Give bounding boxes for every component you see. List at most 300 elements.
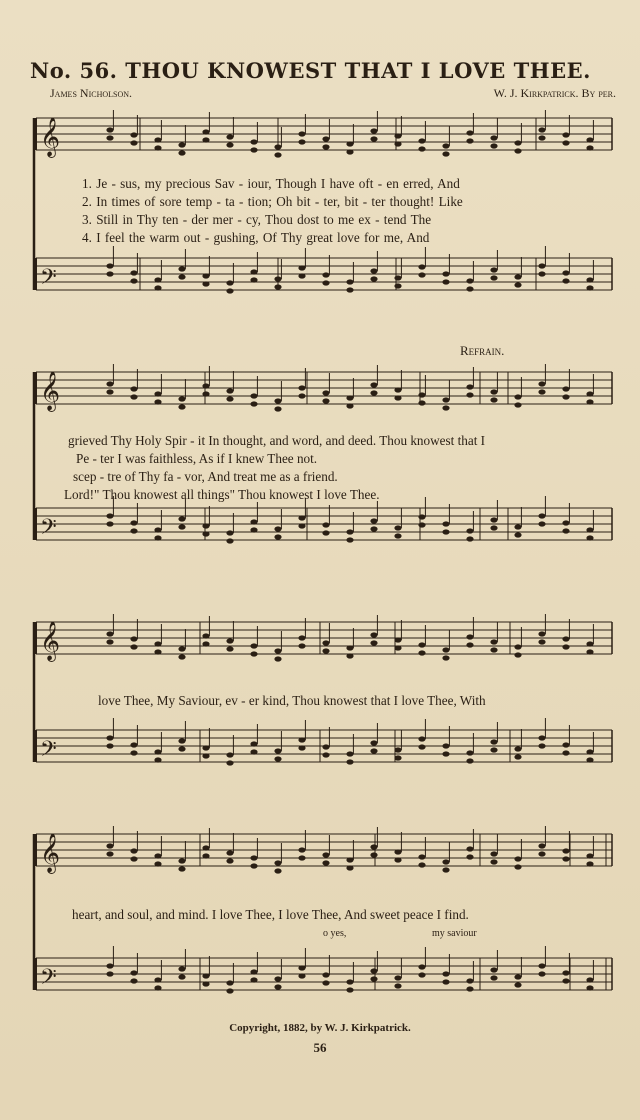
bass-notehead	[586, 527, 593, 532]
bass-notehead	[250, 969, 257, 974]
bass-notehead	[466, 286, 473, 291]
bass-clef-icon: 𝄢	[40, 265, 57, 295]
treble-notehead	[106, 851, 113, 856]
treble-notehead	[442, 859, 449, 864]
verse-2-line: 2. In times of sore temp - ta - tion; Oh bit - ter, bit - ter thought! Like	[82, 194, 463, 209]
refrain-label: Refrain.	[460, 343, 505, 358]
bass-notehead	[250, 741, 257, 746]
author-credit: James Nicholson.	[50, 86, 133, 100]
treble-notehead	[322, 860, 329, 865]
bass-notehead	[586, 985, 593, 990]
treble-notehead	[178, 654, 185, 659]
treble-notehead	[370, 136, 377, 141]
bass-notehead	[346, 287, 353, 292]
bass-notehead	[514, 974, 521, 979]
treble-notehead	[370, 632, 377, 637]
treble-notehead	[514, 644, 521, 649]
bass-notehead	[394, 983, 401, 988]
system2-lyric-1: grieved Thy Holy Spir - it In thought, and word, and deed. Thou knowest that I	[68, 433, 486, 448]
treble-notehead	[226, 134, 233, 139]
bass-notehead	[418, 964, 425, 969]
treble-notehead	[202, 391, 209, 396]
bass-notehead	[562, 750, 569, 755]
bass-notehead	[130, 528, 137, 533]
bass-notehead	[586, 749, 593, 754]
bass-notehead	[442, 271, 449, 276]
treble-notehead	[586, 853, 593, 858]
treble-notehead	[490, 397, 497, 402]
bass-notehead	[442, 279, 449, 284]
treble-notehead	[226, 396, 233, 401]
bass-clef-icon: 𝄢	[40, 737, 57, 767]
bass-notehead	[418, 744, 425, 749]
bass-notehead	[154, 985, 161, 990]
treble-notehead	[130, 848, 137, 853]
bass-notehead	[298, 745, 305, 750]
bass-notehead	[178, 274, 185, 279]
treble-notehead	[418, 854, 425, 859]
treble-notehead	[514, 402, 521, 407]
treble-notehead	[178, 142, 185, 147]
treble-notehead	[298, 847, 305, 852]
bass-notehead	[418, 972, 425, 977]
treble-notehead	[466, 854, 473, 859]
verse-4-line: 4. I feel the warm out - gushing, Of Thy great love for me, And	[82, 230, 430, 245]
treble-notehead	[130, 644, 137, 649]
treble-notehead	[442, 151, 449, 156]
treble-notehead	[346, 653, 353, 658]
bass-notehead	[322, 522, 329, 527]
bass-notehead	[130, 750, 137, 755]
treble-notehead	[154, 853, 161, 858]
treble-notehead	[562, 636, 569, 641]
bass-notehead	[466, 758, 473, 763]
bass-notehead	[202, 745, 209, 750]
bass-notehead	[202, 753, 209, 758]
bass-notehead	[106, 963, 113, 968]
bass-notehead	[394, 975, 401, 980]
system3-lyric: love Thee, My Saviour, ev - er kind, Thou knowest that I love Thee, With	[98, 693, 486, 708]
bass-notehead	[202, 523, 209, 528]
treble-notehead	[202, 641, 209, 646]
treble-notehead	[322, 648, 329, 653]
bass-notehead	[442, 521, 449, 526]
treble-notehead	[178, 404, 185, 409]
bass-notehead	[154, 977, 161, 982]
treble-notehead	[538, 639, 545, 644]
bass-notehead	[154, 527, 161, 532]
bass-notehead	[298, 965, 305, 970]
treble-notehead	[418, 146, 425, 151]
bass-notehead	[226, 538, 233, 543]
treble-notehead	[322, 640, 329, 645]
treble-notehead	[154, 649, 161, 654]
bass-notehead	[202, 981, 209, 986]
treble-notehead	[370, 128, 377, 133]
treble-notehead	[250, 401, 257, 406]
bass-notehead	[322, 980, 329, 985]
treble-notehead	[466, 634, 473, 639]
treble-notehead	[178, 396, 185, 401]
bass-notehead	[106, 513, 113, 518]
bass-notehead	[370, 268, 377, 273]
treble-notehead	[322, 852, 329, 857]
treble-notehead	[562, 132, 569, 137]
bass-notehead	[562, 970, 569, 975]
bass-notehead	[250, 277, 257, 282]
bass-notehead	[586, 757, 593, 762]
bass-notehead	[130, 970, 137, 975]
bass-notehead	[250, 269, 257, 274]
bass-notehead	[106, 271, 113, 276]
treble-notehead	[418, 400, 425, 405]
bass-notehead	[514, 746, 521, 751]
treble-notehead	[490, 389, 497, 394]
bass-notehead	[490, 517, 497, 522]
bass-notehead	[490, 267, 497, 272]
bass-notehead	[562, 978, 569, 983]
treble-notehead	[538, 851, 545, 856]
treble-notehead	[346, 395, 353, 400]
verse-1-line: 1. Je - sus, my precious Sav - iour, Though I have oft - en erred, And	[82, 176, 460, 191]
treble-notehead	[394, 387, 401, 392]
bass-notehead	[394, 275, 401, 280]
bass-notehead	[226, 530, 233, 535]
treble-notehead	[106, 127, 113, 132]
bass-notehead	[514, 282, 521, 287]
bass-notehead	[466, 528, 473, 533]
bass-clef-icon: 𝄢	[40, 515, 57, 545]
treble-notehead	[490, 647, 497, 652]
bass-notehead	[538, 263, 545, 268]
bass-notehead	[370, 518, 377, 523]
treble-notehead	[562, 394, 569, 399]
bass-notehead	[202, 531, 209, 536]
bass-notehead	[322, 752, 329, 757]
bass-notehead	[154, 285, 161, 290]
bass-notehead	[130, 520, 137, 525]
bass-notehead	[514, 524, 521, 529]
treble-notehead	[274, 144, 281, 149]
treble-notehead	[154, 399, 161, 404]
bass-notehead	[202, 973, 209, 978]
bass-notehead	[226, 980, 233, 985]
treble-notehead	[538, 631, 545, 636]
bass-notehead	[274, 976, 281, 981]
bass-notehead	[538, 521, 545, 526]
treble-notehead	[298, 643, 305, 648]
bass-notehead	[106, 743, 113, 748]
treble-notehead	[346, 141, 353, 146]
bass-notehead	[250, 527, 257, 532]
treble-notehead	[178, 646, 185, 651]
treble-notehead	[250, 651, 257, 656]
treble-notehead	[394, 395, 401, 400]
treble-notehead	[298, 855, 305, 860]
bass-notehead	[466, 986, 473, 991]
bass-notehead	[106, 521, 113, 526]
bass-notehead	[250, 977, 257, 982]
treble-notehead	[562, 848, 569, 853]
bass-notehead	[370, 740, 377, 745]
bass-notehead	[274, 984, 281, 989]
bass-notehead	[490, 967, 497, 972]
bass-notehead	[346, 979, 353, 984]
treble-notehead	[106, 631, 113, 636]
treble-notehead	[346, 403, 353, 408]
treble-notehead	[274, 868, 281, 873]
bass-notehead	[538, 271, 545, 276]
bass-notehead	[370, 526, 377, 531]
treble-notehead	[442, 143, 449, 148]
bass-notehead	[418, 514, 425, 519]
treble-notehead	[442, 405, 449, 410]
bass-notehead	[178, 516, 185, 521]
bass-notehead	[106, 735, 113, 740]
bass-notehead	[226, 752, 233, 757]
treble-notehead	[514, 140, 521, 145]
bass-notehead	[154, 749, 161, 754]
bass-notehead	[442, 979, 449, 984]
treble-notehead	[586, 145, 593, 150]
treble-notehead	[466, 384, 473, 389]
treble-notehead	[322, 144, 329, 149]
treble-notehead	[178, 150, 185, 155]
bass-notehead	[346, 279, 353, 284]
treble-notehead	[586, 649, 593, 654]
bass-notehead	[490, 975, 497, 980]
bass-notehead	[226, 760, 233, 765]
bass-notehead	[442, 743, 449, 748]
bass-notehead	[394, 747, 401, 752]
treble-notehead	[586, 641, 593, 646]
bass-notehead	[562, 742, 569, 747]
hymn-title: No. 56. THOU KNOWEST THAT I LOVE THEE.	[30, 58, 591, 83]
treble-notehead	[322, 390, 329, 395]
treble-notehead	[130, 386, 137, 391]
bass-notehead	[298, 973, 305, 978]
bass-notehead	[586, 277, 593, 282]
treble-notehead	[346, 645, 353, 650]
verse-3-line: 3. Still in Thy ten - der mer - cy, Thou dost to me ex - tend The	[82, 212, 432, 227]
bass-notehead	[586, 977, 593, 982]
treble-notehead	[514, 856, 521, 861]
treble-notehead	[298, 139, 305, 144]
treble-notehead	[490, 639, 497, 644]
bass-notehead	[538, 513, 545, 518]
bass-notehead	[274, 534, 281, 539]
treble-notehead	[586, 137, 593, 142]
treble-notehead	[514, 864, 521, 869]
treble-notehead	[274, 656, 281, 661]
bass-notehead	[538, 743, 545, 748]
bass-notehead	[538, 963, 545, 968]
treble-notehead	[298, 393, 305, 398]
treble-notehead	[130, 394, 137, 399]
treble-notehead	[418, 138, 425, 143]
bass-notehead	[154, 535, 161, 540]
treble-notehead	[418, 862, 425, 867]
bass-notehead	[346, 537, 353, 542]
bass-notehead	[250, 749, 257, 754]
treble-notehead	[538, 843, 545, 848]
treble-notehead	[418, 650, 425, 655]
bass-notehead	[178, 966, 185, 971]
treble-notehead	[562, 856, 569, 861]
bass-notehead	[586, 285, 593, 290]
treble-notehead	[130, 636, 137, 641]
bass-notehead	[130, 278, 137, 283]
treble-notehead	[490, 859, 497, 864]
bass-notehead	[106, 971, 113, 976]
bass-notehead	[250, 519, 257, 524]
treble-notehead	[226, 142, 233, 147]
treble-notehead	[514, 394, 521, 399]
bass-notehead	[394, 283, 401, 288]
treble-notehead	[106, 135, 113, 140]
treble-notehead	[370, 640, 377, 645]
treble-notehead	[226, 646, 233, 651]
bass-notehead	[178, 524, 185, 529]
treble-notehead	[346, 865, 353, 870]
bass-notehead	[418, 272, 425, 277]
bass-notehead	[562, 528, 569, 533]
bass-notehead	[298, 737, 305, 742]
treble-notehead	[226, 388, 233, 393]
bass-notehead	[202, 273, 209, 278]
treble-notehead	[154, 391, 161, 396]
treble-notehead	[274, 860, 281, 865]
system4-lyric: heart, and soul, and mind. I love Thee, I love Thee, And sweet peace I find.	[72, 907, 469, 922]
bass-notehead	[202, 281, 209, 286]
bass-notehead	[442, 971, 449, 976]
bass-notehead	[274, 526, 281, 531]
treble-notehead	[130, 132, 137, 137]
treble-notehead	[370, 382, 377, 387]
treble-notehead	[202, 853, 209, 858]
treble-notehead	[538, 127, 545, 132]
bass-notehead	[538, 735, 545, 740]
bass-notehead	[514, 532, 521, 537]
bass-notehead	[298, 265, 305, 270]
bass-notehead	[346, 751, 353, 756]
treble-notehead	[490, 135, 497, 140]
treble-notehead	[442, 655, 449, 660]
bass-notehead	[394, 525, 401, 530]
bass-notehead	[370, 976, 377, 981]
bass-notehead	[346, 529, 353, 534]
treble-notehead	[298, 635, 305, 640]
treble-notehead	[442, 397, 449, 402]
bass-notehead	[178, 266, 185, 271]
treble-notehead	[298, 385, 305, 390]
treble-notehead	[394, 637, 401, 642]
composer-credit: W. J. Kirkpatrick. By per.	[493, 86, 616, 100]
treble-notehead	[226, 638, 233, 643]
treble-notehead	[154, 641, 161, 646]
treble-notehead	[322, 136, 329, 141]
treble-notehead	[202, 137, 209, 142]
bass-notehead	[178, 738, 185, 743]
treble-notehead	[442, 647, 449, 652]
treble-notehead	[250, 139, 257, 144]
treble-notehead	[154, 145, 161, 150]
bass-notehead	[226, 988, 233, 993]
treble-notehead	[394, 133, 401, 138]
treble-notehead	[514, 652, 521, 657]
treble-notehead	[586, 399, 593, 404]
bass-notehead	[562, 270, 569, 275]
bass-notehead	[370, 748, 377, 753]
treble-notehead	[562, 140, 569, 145]
bass-notehead	[274, 756, 281, 761]
treble-notehead	[538, 381, 545, 386]
treble-notehead	[418, 642, 425, 647]
bass-notehead	[586, 535, 593, 540]
bass-notehead	[322, 530, 329, 535]
treble-clef-icon: 𝄞	[40, 621, 61, 661]
bass-notehead	[178, 746, 185, 751]
treble-notehead	[394, 857, 401, 862]
treble-clef-icon: 𝄞	[40, 117, 61, 157]
treble-notehead	[250, 643, 257, 648]
treble-notehead	[226, 858, 233, 863]
bass-notehead	[418, 264, 425, 269]
treble-notehead	[514, 148, 521, 153]
bass-notehead	[490, 739, 497, 744]
treble-clef-icon: 𝄞	[40, 833, 61, 873]
bass-notehead	[394, 755, 401, 760]
treble-notehead	[538, 389, 545, 394]
bass-notehead	[298, 273, 305, 278]
treble-notehead	[106, 843, 113, 848]
treble-notehead	[274, 152, 281, 157]
treble-notehead	[178, 858, 185, 863]
bass-notehead	[466, 978, 473, 983]
treble-notehead	[226, 850, 233, 855]
treble-notehead	[394, 645, 401, 650]
treble-notehead	[346, 857, 353, 862]
treble-notehead	[370, 844, 377, 849]
treble-notehead	[154, 137, 161, 142]
bass-notehead	[178, 974, 185, 979]
treble-notehead	[466, 138, 473, 143]
bass-notehead	[442, 529, 449, 534]
treble-notehead	[466, 642, 473, 647]
treble-notehead	[538, 135, 545, 140]
treble-notehead	[106, 389, 113, 394]
treble-notehead	[370, 852, 377, 857]
bass-notehead	[346, 759, 353, 764]
bass-notehead	[226, 288, 233, 293]
bass-notehead	[562, 278, 569, 283]
bass-notehead	[490, 747, 497, 752]
treble-notehead	[250, 147, 257, 152]
bass-notehead	[370, 968, 377, 973]
treble-notehead	[562, 386, 569, 391]
bass-notehead	[442, 751, 449, 756]
bass-notehead	[106, 263, 113, 268]
copyright-notice: Copyright, 1882, by W. J. Kirkpatrick.	[229, 1022, 411, 1034]
treble-notehead	[202, 383, 209, 388]
treble-notehead	[586, 391, 593, 396]
bass-notehead	[490, 525, 497, 530]
bass-notehead	[538, 971, 545, 976]
system4-small-lyric-left: o yes,	[323, 928, 347, 939]
treble-notehead	[274, 648, 281, 653]
treble-notehead	[586, 861, 593, 866]
treble-notehead	[490, 851, 497, 856]
